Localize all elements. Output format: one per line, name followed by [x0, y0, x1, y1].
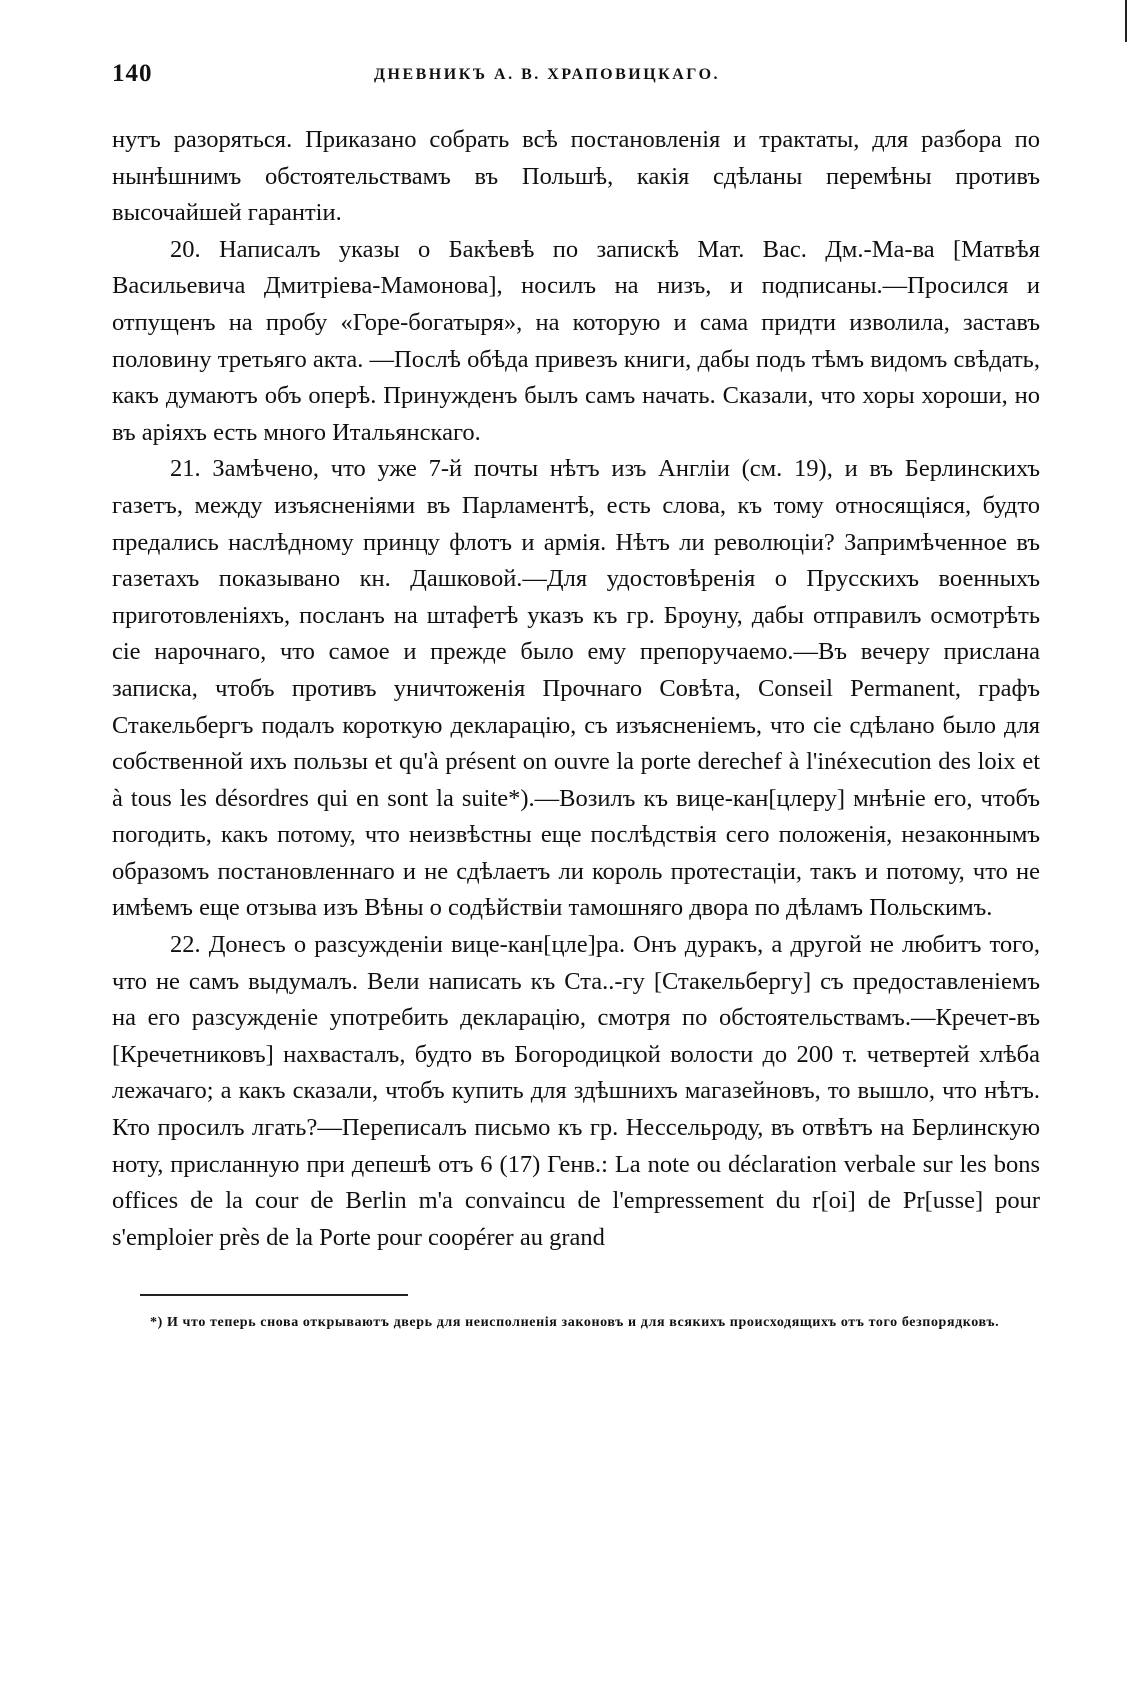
- page-number: 140: [112, 60, 153, 87]
- book-page: [112, 60, 1040, 1334]
- paragraph-entry-21: 21. Замѣчено, что уже 7-й почты нѣтъ изъ Англіи (см. 19), и въ Берлинскихъ газетъ, между изъясненіями въ Парламентѣ, есть слова, къ тому относящіяся, будто предались наслѣдному принцу флотъ и армія. Нѣтъ ли революціи? Запримѣченное въ газетахъ показывано кн. Дашковой.—Для удостовѣренія о Прусскихъ военныхъ приготовленіяхъ, посланъ на штафетѣ указъ къ гр. Броуну, дабы отправилъ осмотрѣть сіе нарочнаго, что самое и прежде было ему препоручаемо.—Въ вечеру прислана записка, чтобъ противъ уничтоженія Прочнаго Совѣта, Conseil Permanent, графъ Стакельбергъ подалъ короткую декларацію, съ изъясненіемъ, что сіе сдѣлано было для собственной ихъ пользы et qu'à présent on ouvre la porte derechef à l'inéxecution des loix et à tous les désordres qui en sont la suite*).—Возилъ къ вице-кан[цлеру] мнѣніе его, чтобъ погодить, какъ потому, что неизвѣстны еще послѣдствія сего положенія, незаконнымъ образомъ постановленнаго и не сдѣлаетъ ли король протестаціи, такъ и потому, что не имѣемъ еще отзыва изъ Вѣны о содѣйствіи тамошняго двора по дѣламъ Польскимъ.: [112, 455, 1040, 922]
- paragraph-continuation: нутъ разоряться. Приказано собрать всѣ постановленія и трактаты, для разбора по нынѣшнимъ обстоятельствамъ въ Польшѣ, какія сдѣланы перемѣны противъ высочайшей гарантіи.: [112, 126, 1040, 227]
- page-header: [112, 60, 1040, 100]
- body-text: [112, 122, 1040, 1256]
- page-edge-line: [1125, 0, 1127, 42]
- footnote-divider: [140, 1294, 408, 1296]
- footnote: *) И что теперь снова открываютъ дверь для неисполненія законовъ и для всякихъ происходящихъ отъ того безпорядковъ.: [150, 1315, 1000, 1331]
- paragraph-entry-22: 22. Донесъ о разсужденіи вице-кан[цле]ра. Онъ дуракъ, а другой не любитъ того, что не самъ выдумалъ. Вели написать къ Ста..-гу [Стакельбергу] съ предоставленіемъ на его разсужденіе употребить декларацію, смотря по обстоятельствамъ.—Кречет-въ [Кречетниковъ] нахвасталъ, будто въ Богородицкой волости до 200 т. четвертей хлѣба лежачаго; а какъ сказали, чтобъ купить для здѣшнихъ магазейновъ, то вышло, что нѣтъ. Кто просилъ лгать?—Переписалъ письмо къ гр. Нессельроду, въ отвѣтъ на Берлинскую ноту, присланную при депешѣ отъ 6 (17) Генв.: La note ou déclaration verbale sur les bons offices de la cour de Berlin m'a convaincu de l'empressement du r[oi] de Pr[usse] pour s'emploier près de la Porte pour coopérer au grand: [112, 931, 1040, 1251]
- running-title: ДНЕВНИКЪ А. В. ХРАПОВИЦКАГО.: [374, 66, 721, 83]
- paragraph-entry-20: 20. Написалъ указы о Бакѣевѣ по запискѣ Мат. Вас. Дм.-Ма-ва [Матвѣя Васильевича Дмитріева-Мамонова], носилъ на низъ, и подписаны.—Просился и отпущенъ на пробу «Горе-богатыря», на которую и сама придти изволила, заставъ половину третьяго акта. —Послѣ обѣда привезъ книги, дабы подъ тѣмъ видомъ свѣдать, какъ думаютъ объ оперѣ. Принужденъ былъ самъ начать. Сказали, что хоры хороши, но въ аріяхъ есть много Итальянскаго.: [112, 235, 1040, 446]
